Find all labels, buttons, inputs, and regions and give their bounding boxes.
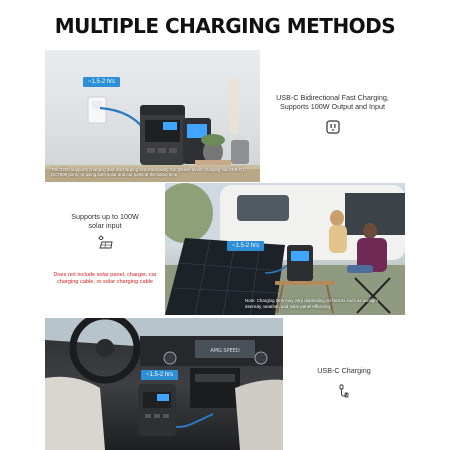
car-charging-photo xyxy=(45,318,283,450)
usb-c-cable-icon xyxy=(337,384,351,403)
dashboard-screen-text: AMG SPEED xyxy=(210,348,240,354)
charging-note: Note: Charging time may vary depending on factors such as sunlight intensity, weather, and solar panel efficiency xyxy=(245,298,379,309)
wall-charging-info xyxy=(260,50,405,182)
feature-text: Supports up to 100W solar input xyxy=(71,211,139,230)
feature-text: USB-C Charging xyxy=(317,365,371,375)
solar-panel-icon xyxy=(97,235,113,254)
charge-time-badge: ~1.5-2 hrs xyxy=(141,370,178,380)
charging-note: The T200 supports charging and discharging simultaneously, but please avoid charging via USB-C1, DC7909 ports, or using both solar and car ports at the same time. xyxy=(51,166,246,178)
warning-text: Does not include solar panel, charger, car charging cable, or solar charging cable xyxy=(53,271,157,285)
solar-charging-panel xyxy=(45,183,405,315)
solar-charging-photo xyxy=(165,183,405,315)
car-charging-panel xyxy=(45,318,405,450)
charge-time-badge: ~1.5-2 hrs xyxy=(83,77,120,87)
feature-text: USB-C Bidirectional Fast Charging, Supports 100W Output and Input xyxy=(276,93,389,111)
page-title: MULTIPLE CHARGING METHODS xyxy=(54,14,396,38)
wall-charging-panel xyxy=(45,50,405,182)
wall-outlet-icon xyxy=(326,120,340,139)
charge-time-badge: ~1.5-2 hrs xyxy=(227,241,264,251)
wall-charging-photo xyxy=(45,50,260,182)
car-charging-info xyxy=(283,318,405,450)
solar-charging-info xyxy=(45,183,165,315)
